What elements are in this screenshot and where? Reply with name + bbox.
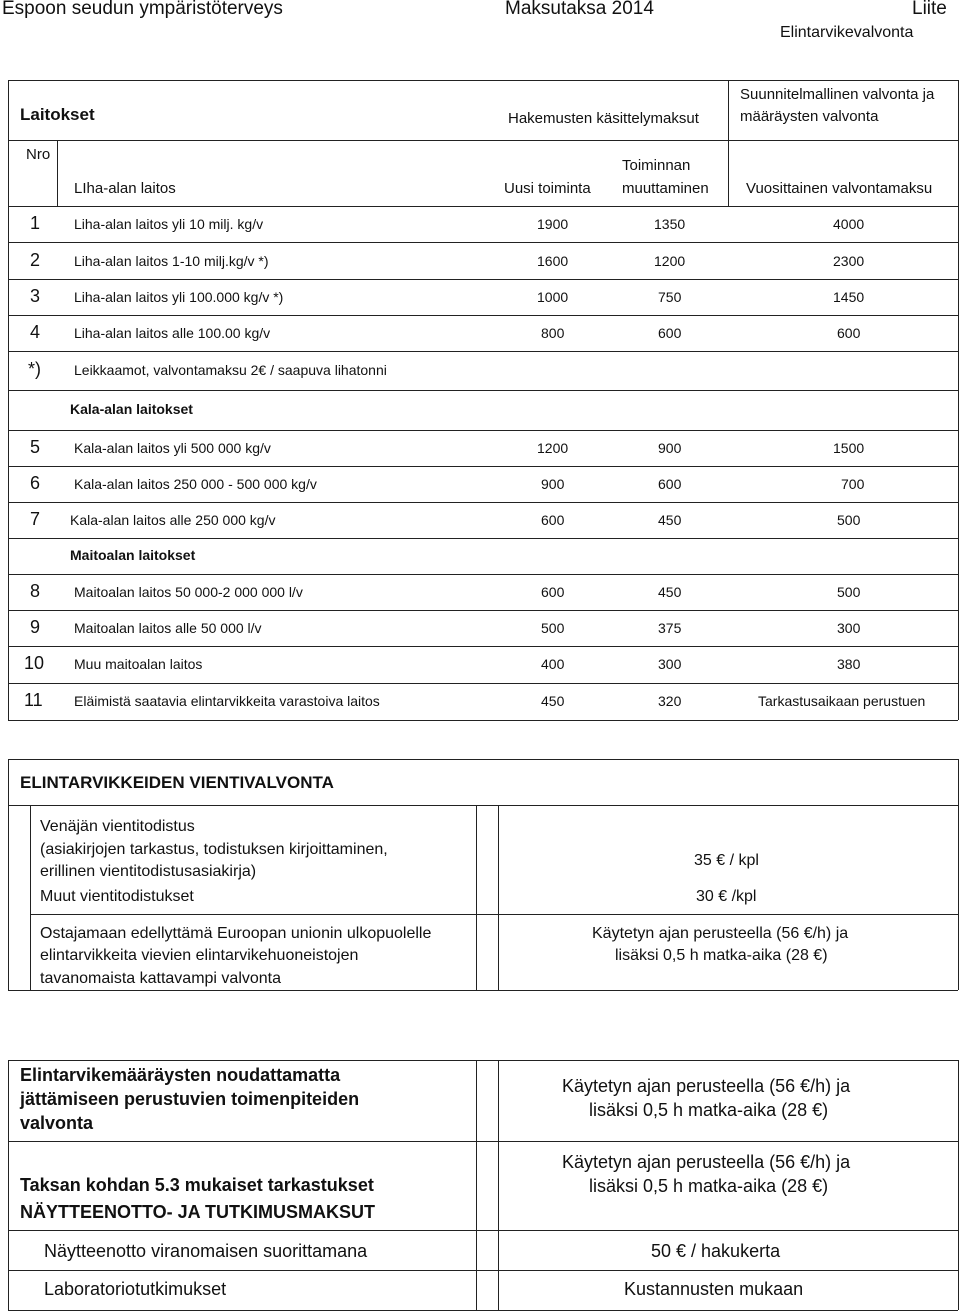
row-muutos: 320 xyxy=(658,693,682,709)
row-number: 10 xyxy=(24,653,45,673)
column-header-muutos-line2: muuttaminen xyxy=(622,180,709,197)
row-number: 5 xyxy=(30,437,41,457)
noudattamatta-line1: Elintarvikemääräysten noudattamatta xyxy=(20,1065,341,1085)
row-muutos: 1350 xyxy=(654,216,686,232)
taksan-kohta: Taksan kohdan 5.3 mukaiset tarkastukset xyxy=(20,1175,374,1195)
row-muutos: 900 xyxy=(658,440,682,456)
heading-suunnitelmallinen-line1: Suunnitelmallinen valvonta ja xyxy=(740,86,935,103)
ostajamaa-line1: Ostajamaan edellyttämä Euroopan unionin ulkopuolelle xyxy=(40,925,432,942)
muut-vientitodistukset: Muut vientitodistukset xyxy=(40,888,194,905)
appendix-label: Liite xyxy=(912,0,947,19)
row-muutos: 450 xyxy=(658,512,682,528)
column-header-nro: Nro xyxy=(26,146,51,163)
row-uusi: 600 xyxy=(541,512,565,528)
taksan-price-line2: lisäksi 0,5 h matka-aika (28 €) xyxy=(589,1176,829,1196)
row-number: 6 xyxy=(30,473,41,493)
export-title: ELINTARVIKKEIDEN VIENTIVALVONTA xyxy=(20,773,334,792)
row-name: Liha-alan laitos yli 10 milj. kg/v xyxy=(74,216,264,232)
footnote-mark: *) xyxy=(28,359,41,379)
row-number: 3 xyxy=(30,286,41,306)
row-name: Liha-alan laitos alle 100.00 kg/v xyxy=(74,325,271,341)
section-heading-kala: Kala-alan laitokset xyxy=(70,401,193,417)
laboratorio-price: Kustannusten mukaan xyxy=(624,1279,804,1299)
document-title: Maksutaksa 2014 xyxy=(505,0,654,19)
row-name: Maitoalan laitos 50 000-2 000 000 l/v xyxy=(74,584,303,600)
row-muutos: 450 xyxy=(658,584,682,600)
row-vuosi: 380 xyxy=(837,656,861,672)
venaja-line2: (asiakirjojen tarkastus, todistuksen kirjoittaminen, xyxy=(40,841,388,858)
row-uusi: 400 xyxy=(541,656,565,672)
column-header-uusi: Uusi toiminta xyxy=(504,180,591,197)
row-name: Kala-alan laitos yli 500 000 kg/v xyxy=(74,440,271,456)
footnote-text: Leikkaamot, valvontamaksu 2€ / saapuva lihatonni xyxy=(74,362,387,378)
venaja-price: 35 € / kpl xyxy=(694,852,759,869)
column-header-muutos-line1: Toiminnan xyxy=(622,157,691,174)
row-vuosi: 4000 xyxy=(833,216,865,232)
row-name: Liha-alan laitos yli 100.000 kg/v *) xyxy=(74,289,284,305)
row-number: 11 xyxy=(24,690,43,710)
row-name: Kala-alan laitos 250 000 - 500 000 kg/v xyxy=(74,476,317,492)
row-muutos: 375 xyxy=(658,620,682,636)
row-name: Eläimistä saatavia elintarvikkeita varastoiva laitos xyxy=(74,693,380,709)
noudattamatta-price-line2: lisäksi 0,5 h matka-aika (28 €) xyxy=(589,1100,829,1120)
row-name: Kala-alan laitos alle 250 000 kg/v xyxy=(70,512,276,528)
heading-suunnitelmallinen-line2: määräysten valvonta xyxy=(740,108,879,125)
row-number: 1 xyxy=(30,213,41,233)
ostajamaa-line3: tavanomaista kattavampi valvonta xyxy=(40,970,282,987)
noudattamatta-price-line1: Käytetyn ajan perusteella (56 €/h) ja xyxy=(562,1076,851,1096)
row-vuosi: Tarkastusaikaan perustuen xyxy=(758,693,926,709)
column-header-liha: LIha-alan laitos xyxy=(74,180,176,197)
row-vuosi: 1450 xyxy=(833,289,865,305)
taksan-price-line1: Käytetyn ajan perusteella (56 €/h) ja xyxy=(562,1152,851,1172)
naytteenotto-title: NÄYTTEENOTTO- JA TUTKIMUSMAKSUT xyxy=(20,1202,375,1222)
row-vuosi: 700 xyxy=(841,476,865,492)
row-uusi: 1200 xyxy=(537,440,569,456)
heading-hakemukset: Hakemusten käsittelymaksut xyxy=(508,110,699,127)
muut-price: 30 € /kpl xyxy=(696,888,757,905)
venaja-line3: erillinen vientitodistusasiakirja) xyxy=(40,863,257,880)
row-uusi: 600 xyxy=(541,584,565,600)
ostajamaa-line2: elintarvikkeita vievien elintarvikehuoneistojen xyxy=(40,947,359,964)
row-name: Muu maitoalan laitos xyxy=(74,656,203,672)
laboratorio-label: Laboratoriotutkimukset xyxy=(44,1279,227,1299)
row-uusi: 450 xyxy=(541,693,565,709)
row-uusi: 1900 xyxy=(537,216,569,232)
row-muutos: 600 xyxy=(658,325,682,341)
row-number: 4 xyxy=(30,322,41,342)
ostajamaa-price-line2: lisäksi 0,5 h matka-aika (28 €) xyxy=(615,947,828,964)
row-vuosi: 1500 xyxy=(833,440,865,456)
column-header-vuosi: Vuosittainen valvontamaksu xyxy=(746,180,933,197)
row-name: Liha-alan laitos 1-10 milj.kg/v *) xyxy=(74,253,269,269)
row-name: Maitoalan laitos alle 50 000 l/v xyxy=(74,620,262,636)
row-muutos: 1200 xyxy=(654,253,686,269)
row-number: 9 xyxy=(30,617,41,637)
heading-laitokset: Laitokset xyxy=(20,105,95,124)
row-number: 7 xyxy=(30,509,41,529)
row-vuosi: 300 xyxy=(837,620,861,636)
row-vuosi: 2300 xyxy=(833,253,865,269)
section-label: Elintarvikevalvonta xyxy=(780,24,914,41)
row-uusi: 800 xyxy=(541,325,565,341)
row-muutos: 600 xyxy=(658,476,682,492)
naytteenotto-price: 50 € / hakukerta xyxy=(651,1241,781,1261)
row-uusi: 900 xyxy=(541,476,565,492)
noudattamatta-line3: valvonta xyxy=(20,1113,94,1133)
row-uusi: 1000 xyxy=(537,289,569,305)
row-vuosi: 600 xyxy=(837,325,861,341)
ostajamaa-price-line1: Käytetyn ajan perusteella (56 €/h) ja xyxy=(592,925,849,942)
section-heading-maito: Maitoalan laitokset xyxy=(70,547,196,563)
row-number: 2 xyxy=(30,250,41,270)
naytteenotto-label: Näytteenotto viranomaisen suorittamana xyxy=(44,1241,368,1261)
row-uusi: 500 xyxy=(541,620,565,636)
row-vuosi: 500 xyxy=(837,584,861,600)
row-muutos: 750 xyxy=(658,289,682,305)
noudattamatta-line2: jättämiseen perustuvien toimenpiteiden xyxy=(20,1089,360,1109)
organization-name: Espoon seudun ympäristöterveys xyxy=(2,0,283,19)
row-muutos: 300 xyxy=(658,656,682,672)
row-uusi: 1600 xyxy=(537,253,569,269)
venaja-line1: Venäjän vientitodistus xyxy=(40,818,195,835)
row-vuosi: 500 xyxy=(837,512,861,528)
row-number: 8 xyxy=(30,581,41,601)
